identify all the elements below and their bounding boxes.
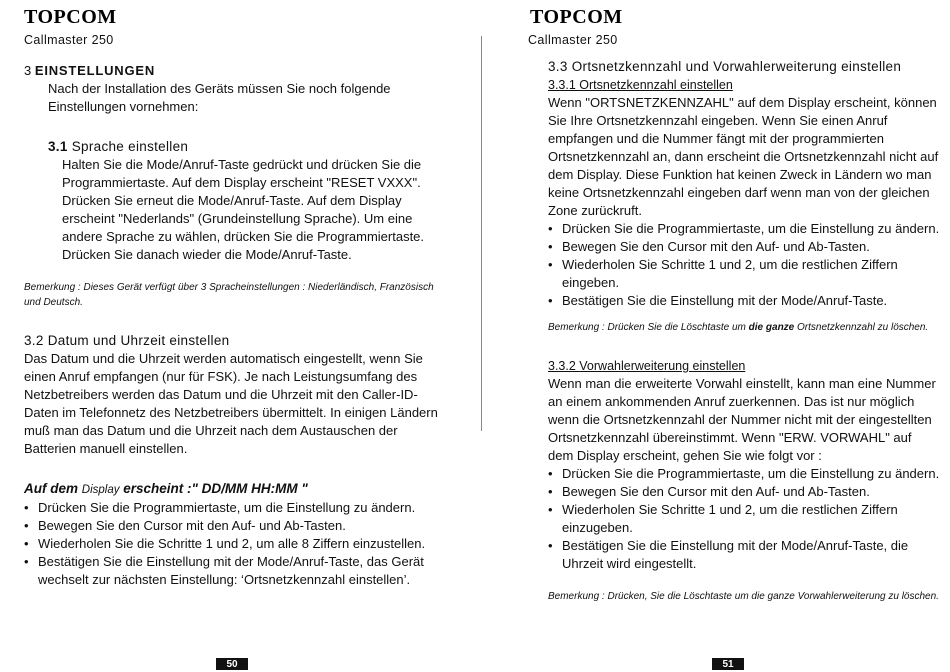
subsection-3-1-title: Sprache einstellen <box>71 139 189 154</box>
subsection-3-3-title: 3.3 Ortsnetzkennzahl und Vorwahlerweiterung einstellen <box>548 59 902 74</box>
intro-text: Nach der Installation des Geräts müssen Sie noch folgende Einstellungen vornehmen: <box>48 81 391 114</box>
left-page <box>0 0 470 670</box>
page-number: 51 <box>712 658 744 670</box>
left-content <box>24 62 444 589</box>
subsection-3-1-heading <box>24 138 444 156</box>
display-heading-part-a: Auf dem <box>24 481 78 496</box>
list-item: • Bewegen Sie den Cursor mit den Auf- und Ab-Tasten. <box>24 517 444 535</box>
brand-logo: TOPCOM <box>24 6 117 28</box>
list-item: • Bestätigen Sie die Einstellung mit der Mode/Anruf-Taste. <box>548 292 940 310</box>
subsection-3-1-number: 3.1 <box>48 139 68 154</box>
list-item: • Drücken Sie die Programmiertaste, um die Einstellung zu ändern. <box>548 465 940 483</box>
note-text-a: Bemerkung : Drücken Sie die Löschtaste um <box>548 322 746 333</box>
subsection-3-2-text: Das Datum und die Uhrzeit werden automatisch eingestellt, wenn Sie einen Anruf empfangen (nur für FSK). Je nach Leistungsumfang des Netzbetreibers werden das Datum und die Uhrzeit mit den Caller-ID-Daten im Telefonnetz des Netzbetreibers übermittelt. In einigen Ländern muß man das Datum und die Uhrzeit nach dem Austauschen der Batterien manuell einstellen. <box>24 351 438 456</box>
list-item: • Wiederholen Sie Schritte 1 und 2, um die restlichen Ziffern eingeben. <box>548 256 940 292</box>
list-item: • Bestätigen Sie die Einstellung mit der Mode/Anruf-Taste, die Uhrzeit wird eingestellt. <box>548 537 940 573</box>
right-page <box>482 0 950 670</box>
note-text-bold: die ganze <box>748 322 795 333</box>
subsection-3-3-2-text: Wenn man die erweiterte Vorwahl einstellt, kann man eine Nummer an einem ankommenden Anruf zuerkennen. Das ist nur möglich wenn die Ortsnetzkennzahl der Nummer nicht mit der eingestellten Ortsnetzkennzahl übereinstimmt. Wenn "ERW. VORWAHL" auf dem Display erscheint, gehen Sie wie folgt vor : <box>548 376 936 463</box>
brand-logo: TOPCOM <box>530 6 623 28</box>
list-item: • Bewegen Sie den Cursor mit den Auf- und Ab-Tasten. <box>548 483 940 501</box>
list-item: • Bestätigen Sie die Einstellung mit der Mode/Anruf-Taste, das Gerät wechselt zur nächsten Einstellung: ‘Ortsnetzkennzahl einstellen’. <box>24 553 444 589</box>
right-content <box>548 58 940 604</box>
model-name: Callmaster 250 <box>24 33 114 47</box>
list-item: • Wiederholen Sie die Schritte 1 und 2, um alle 8 Ziffern einzustellen. <box>24 535 444 553</box>
prefix-extension-steps <box>548 465 940 573</box>
list-item: • Wiederholen Sie Schritte 1 und 2, um die restlichen Ziffern einzugeben. <box>548 501 940 537</box>
subsection-3-3-1-title: 3.3.1 Ortsnetzkennzahl einstellen <box>548 78 733 92</box>
date-time-steps <box>24 499 444 589</box>
list-item: • Drücken Sie die Programmiertaste, um die Einstellung zu ändern. <box>24 499 444 517</box>
display-heading-part-b: Display <box>81 484 120 496</box>
subsection-3-3-2-title: 3.3.2 Vorwahlerweiterung einstellen <box>548 359 746 373</box>
section-number: 3 <box>24 63 32 78</box>
note-languages: Bemerkung : Dieses Gerät verfügt über 3 Spracheinstellungen : Niederländisch, Französisch und Deutsch. <box>24 282 434 308</box>
subsection-3-3-1-text: Wenn "ORTSNETZKENNZAHL" auf dem Display erscheint, können Sie Ihre Ortsnetzkennzahl eingeben. Wenn Sie einen Anruf empfangen und die Nummer fängt mit der programmierten Ortsnetzkennzahl an, dann erscheint die Ortsnetzkennzahl nicht auf dem Display. Diese Funktion hat keinen Zweck in Ländern wo man keine Ortsnetzkennzahl eingeben darf wenn man von der gleichen Zone zurückruft. <box>548 95 939 218</box>
note-delete-area-code <box>548 320 940 335</box>
display-heading-part-c: erscheint :" DD/MM HH:MM " <box>123 481 308 496</box>
note-text-c: Ortsnetzkennzahl zu löschen. <box>797 322 929 333</box>
page-number: 50 <box>216 658 248 670</box>
subsection-3-2-title: 3.2 Datum und Uhrzeit einstellen <box>24 333 230 348</box>
section-title: EINSTELLUNGEN <box>34 63 156 78</box>
note-delete-prefix: Bemerkung : Drücken, Sie die Löschtaste um die ganze Vorwahlerweiterung zu löschen. <box>548 591 939 602</box>
list-item: • Bewegen Sie den Cursor mit den Auf- und Ab-Tasten. <box>548 238 940 256</box>
model-name: Callmaster 250 <box>528 33 618 47</box>
area-code-steps <box>548 220 940 310</box>
subsection-3-1-text: Halten Sie die Mode/Anruf-Taste gedrückt und drücken Sie die Programmiertaste. Auf dem Display erscheint "RESET VXXX". Drücken Sie erneut die Mode/Anruf-Taste. Auf dem Display erscheint "Nederlands" (Grundeinstellung Sprache). Um eine andere Sprache zu wählen, drücken Sie die Programmiertaste. Drücken Sie danach wieder die Mode/Anruf-Taste. <box>62 157 425 262</box>
display-format-heading <box>24 480 444 499</box>
list-item: • Drücken Sie die Programmiertaste, um die Einstellung zu ändern. <box>548 220 940 238</box>
section-heading <box>24 62 444 80</box>
